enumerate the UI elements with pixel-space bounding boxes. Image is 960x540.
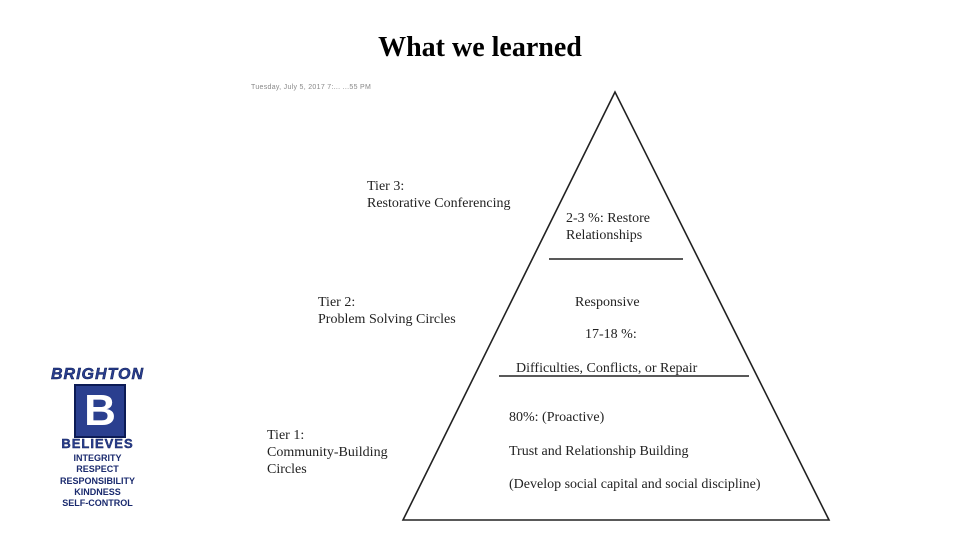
brighton-believes-logo [30, 366, 165, 511]
pyramid-middle-percent: 17-18 %: [585, 327, 637, 342]
logo-values-list [30, 453, 165, 509]
pyramid-bottom-desc: (Develop social capital and social discipline) [509, 477, 761, 492]
logo-mid-text: BELIEVES [61, 436, 134, 451]
logo-value: RESPONSIBILITY [59, 475, 135, 486]
pyramid-top-line1: 2-3 %: Restore [566, 211, 650, 226]
scan-header-text: Tuesday, July 5, 2017 7:... ...55 PM [251, 84, 372, 91]
tier1-name-line2: Circles [267, 462, 307, 477]
pyramid-bottom-heading: Trust and Relationship Building [509, 444, 689, 459]
tier3-label [367, 178, 510, 212]
pyramid-bottom-percent: 80%: (Proactive) [509, 410, 605, 425]
pyramid-middle-heading: Responsive [575, 295, 640, 310]
pyramid-top-text [566, 210, 650, 244]
logo-letter: B [74, 384, 126, 438]
pyramid-middle-desc: Difficulties, Conflicts, or Repair [516, 361, 698, 376]
tier1-heading: Tier 1: [267, 428, 305, 443]
logo-value: RESPECT [76, 464, 119, 475]
logo-top-text: BRIGHTON [50, 366, 145, 383]
pyramid-top-line2: Relationships [566, 228, 643, 243]
slide-title: What we learned [378, 32, 582, 63]
logo-value: INTEGRITY [73, 453, 122, 463]
tier1-label [267, 427, 388, 478]
tier2-name: Problem Solving Circles [318, 312, 456, 327]
tier3-name: Restorative Conferencing [367, 196, 511, 211]
tier3-heading: Tier 3: [367, 179, 405, 194]
tier2-heading: Tier 2: [318, 295, 356, 310]
tier2-label [318, 294, 456, 328]
logo-value: SELF-CONTROL [62, 498, 133, 509]
tier1-name-line1: Community-Building [267, 445, 388, 460]
logo-value: KINDNESS [74, 486, 121, 497]
